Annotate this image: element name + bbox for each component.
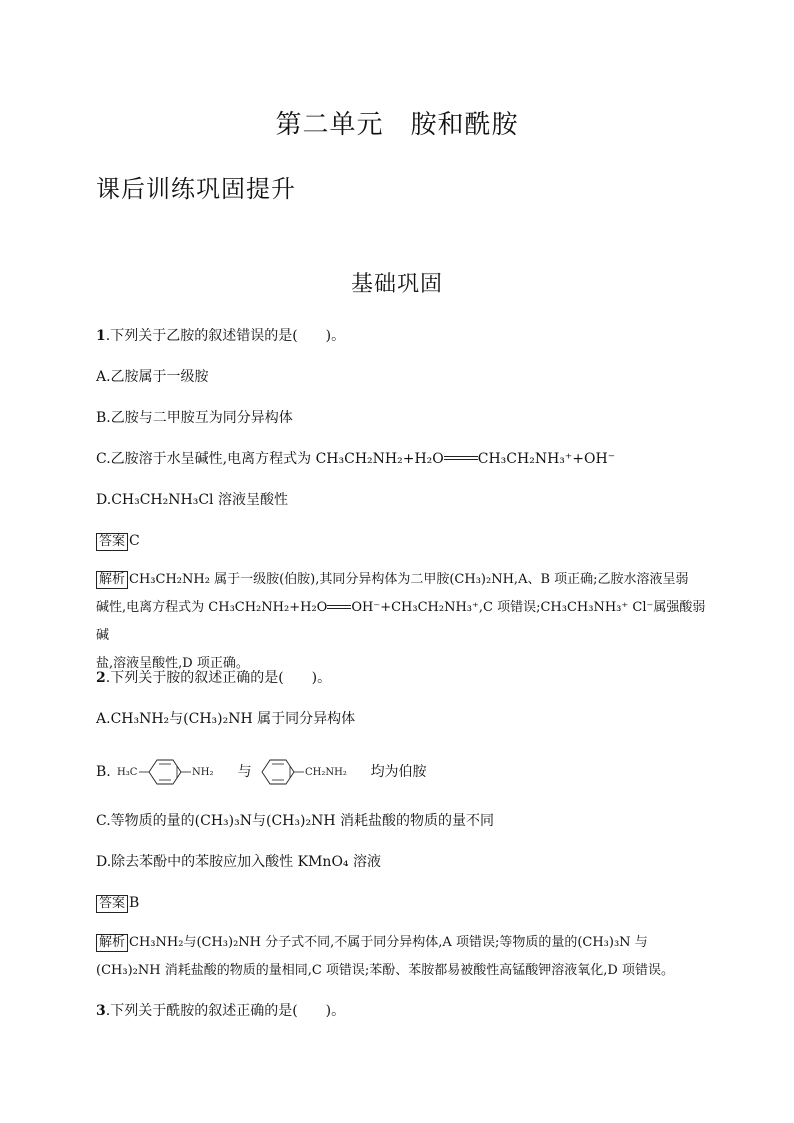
question-2-stem: 2.下列关于胺的叙述正确的是( )。 <box>96 670 332 686</box>
question-1-answer: 答案 C <box>96 531 140 551</box>
benzylamine-structure <box>256 755 366 789</box>
svg-text:NH₂: NH₂ <box>192 767 214 778</box>
question-2-answer: 答案 B <box>96 893 139 913</box>
equilibrium-sign <box>327 604 351 612</box>
question-2-option-d: D.除去苯酚中的苯胺应加入酸性 KMnO₄ 溶液 <box>96 854 381 870</box>
question-2-option-b: B. H₃C NH₂ 与 CH₂NH₂ 均为伯胺 <box>96 752 427 792</box>
explanation-label: 解析 <box>96 934 128 952</box>
question-3-stem: 3.下列关于酰胺的叙述正确的是( )。 <box>96 1003 346 1019</box>
question-1-option-c: C.乙胺溶于水呈碱性,电离方程式为 CH₃CH₂NH₂+H₂O CH₃CH₂NH₃⁺+OH⁻ <box>96 451 616 467</box>
svg-text:CH₂NH₂: CH₂NH₂ <box>305 767 347 778</box>
answer-label: 答案 <box>96 533 128 551</box>
equilibrium-sign <box>444 455 478 463</box>
explanation-label: 解析 <box>96 571 128 589</box>
question-1-option-a: A.乙胺属于一级胺 <box>96 369 209 385</box>
question-2-explanation: 解析 CH₃NH₂与(CH₃)₂NH 分子式不同,不属于同分异构体,A 项错误;等物质的量的(CH₃)₃N 与 (CH₃)₂NH 消耗盐酸的物质的量相同,C 项错误;苯酚、苯胺都易被酸性高锰酸钾溶液氧化,D 项错误。 <box>96 935 674 978</box>
section-title: 基础巩固 <box>350 272 443 297</box>
question-1-stem: 1.下列关于乙胺的叙述错误的是( )。 <box>96 328 346 344</box>
question-1-option-d: D.CH₃CH₂NH₃Cl 溶液呈酸性 <box>96 492 288 508</box>
question-2-option-a: A.CH₃NH₂与(CH₃)₂NH 属于同分异构体 <box>96 711 356 727</box>
unit-title: 第二单元 胺和酰胺 <box>275 110 519 140</box>
practice-subtitle: 课后训练巩固提升 <box>96 175 296 203</box>
answer-label: 答案 <box>96 895 128 913</box>
svg-text:H₃C: H₃C <box>117 767 138 778</box>
p-toluidine-structure <box>115 755 233 789</box>
question-2-option-c: C.等物质的量的(CH₃)₃N与(CH₃)₂NH 消耗盐酸的物质的量不同 <box>96 813 494 829</box>
question-1-option-b: B.乙胺与二甲胺互为同分异构体 <box>96 410 293 426</box>
question-1-explanation: 解析 CH₃CH₂NH₂ 属于一级胺(伯胺),其同分异构体为二甲胺(CH₃)₂NH,A、B 项正确;乙胺水溶液呈弱 碱性,电离方程式为 CH₃CH₂NH₂+H₂O OH⁻+CH₃CH₂NH₃⁺,C 项错误;CH₃CH₃NH₃⁺ Cl⁻属强酸弱碱 盐,溶液呈酸性,D 项正确。 <box>96 572 706 671</box>
